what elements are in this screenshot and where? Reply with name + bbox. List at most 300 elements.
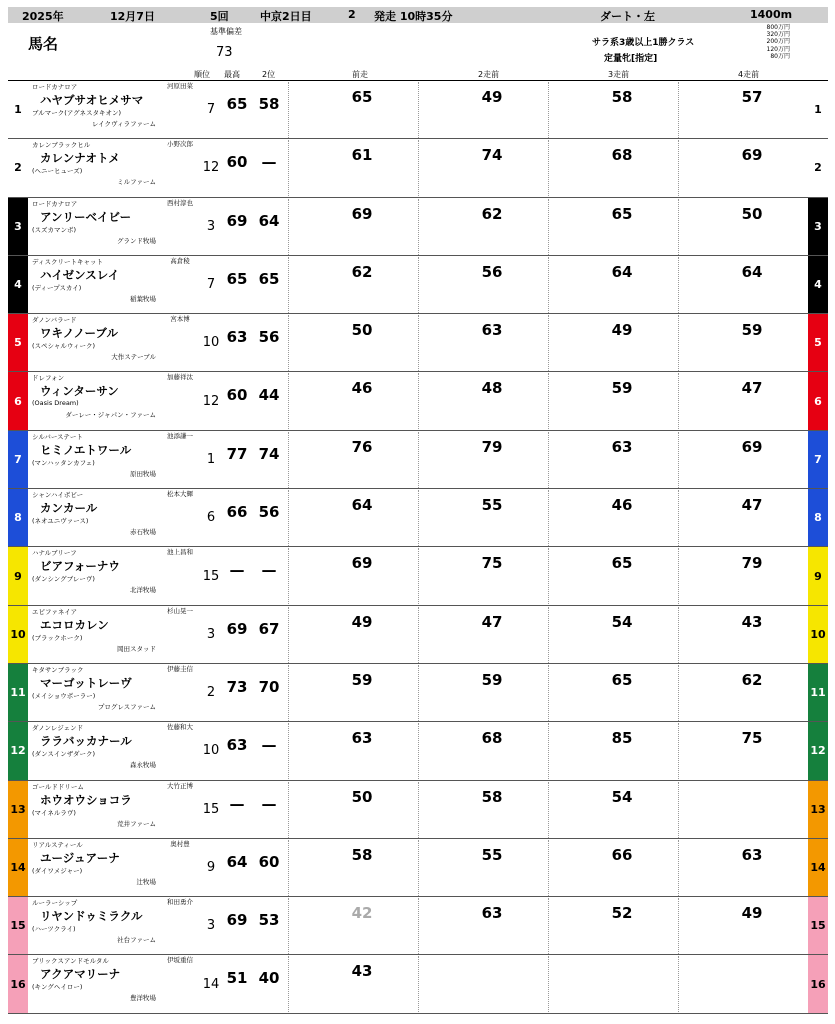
race-score: 85: [611, 729, 633, 748]
sire-name: ロードカナロア: [32, 83, 78, 91]
post-number-right: 13: [808, 781, 828, 838]
second-score: 40: [258, 969, 280, 988]
rank-value: 7: [206, 277, 216, 293]
best-score: 63: [226, 736, 248, 755]
race-score: 58: [481, 787, 503, 806]
horse-name: ホウオウショコラ: [40, 792, 132, 807]
horse-name: ハイゼンスレイ: [40, 267, 120, 282]
race-result-1: [288, 548, 417, 604]
race-place: 中京2日目: [260, 10, 312, 23]
post-number-left: 10: [8, 606, 28, 663]
jockey-name: 奥村豊: [170, 839, 190, 848]
post-number-left: 5: [8, 314, 28, 371]
owner-name: ダーレー・ジャパン・ファーム: [65, 411, 156, 420]
second-score: 64: [258, 211, 280, 230]
horse-info: [30, 431, 158, 488]
post-number-right: 11: [808, 664, 828, 721]
horse-info: [30, 198, 158, 255]
race-header: [8, 7, 828, 23]
dam-name: (キングヘイロー): [32, 983, 83, 992]
race-score: 50: [351, 787, 373, 806]
best-score: 51: [226, 969, 248, 988]
race-score: 50: [741, 204, 763, 223]
race-score: 63: [481, 321, 503, 340]
race-result-1: [288, 607, 417, 663]
post-number-left: 4: [8, 256, 28, 313]
race-result-1: [288, 840, 417, 896]
race-score: 69: [351, 204, 373, 223]
race-score: 55: [481, 845, 503, 864]
race-result-2: [418, 665, 547, 721]
race-score: 68: [611, 146, 633, 165]
horse-row: [8, 314, 828, 372]
horse-row: [8, 664, 828, 722]
race-start: 発走 10時35分: [374, 10, 453, 23]
race-score: 59: [351, 670, 373, 689]
race-score: 49: [351, 612, 373, 631]
race-result-3: [548, 490, 677, 546]
best-score: 64: [226, 852, 248, 871]
rank-value: 15: [202, 801, 220, 817]
race-score: 66: [611, 845, 633, 864]
race-score: 49: [481, 88, 503, 106]
race-result-3: [548, 373, 677, 429]
rank-value: 9: [206, 860, 216, 875]
race-result-4: [678, 898, 807, 954]
race-result-4: [678, 782, 807, 838]
race-score: 69: [741, 146, 763, 165]
race-score: 62: [351, 262, 373, 281]
race-result-1: [288, 898, 417, 954]
prev4-label: 4走前: [738, 70, 760, 79]
horse-info: [30, 489, 158, 546]
horse-name: ハヤブサオヒメサマ: [40, 93, 144, 107]
owner-name: 社台ファーム: [117, 936, 156, 945]
race-score: 50: [351, 321, 373, 340]
prize-1: 800万円: [766, 24, 790, 31]
post-number-left: 3: [8, 198, 28, 255]
second-score: 58: [258, 95, 280, 113]
horse-name: エコロカレン: [40, 617, 109, 632]
best-score: 65: [226, 269, 248, 288]
owner-name: 荒井ファーム: [117, 819, 156, 828]
column-header: [8, 23, 828, 81]
horse-name: カレンナオトメ: [40, 151, 120, 166]
base-value: 73: [216, 45, 233, 60]
sire-name: キタサンブラック: [32, 665, 84, 674]
race-result-4: [678, 607, 807, 663]
jockey-name: 伊藤圭信: [167, 664, 193, 673]
race-score: 65: [611, 204, 633, 223]
race-score: 74: [481, 146, 503, 165]
dam-name: (ブラックホーク): [32, 633, 83, 642]
sire-name: ブリックスアンドモルタル: [32, 957, 109, 966]
race-score: 58: [351, 845, 373, 864]
sire-name: ダノンバラード: [32, 316, 77, 325]
race-result-3: [548, 665, 677, 721]
post-number-right: 16: [808, 955, 828, 1012]
horse-row: [8, 372, 828, 430]
race-result-2: [418, 373, 547, 429]
race-result-4: [678, 432, 807, 488]
race-number: 2: [348, 8, 356, 21]
second-score: 56: [258, 328, 280, 347]
dam-name: ブルマーク(アグネスタキオン): [32, 109, 122, 117]
race-date: 12月7日: [110, 10, 155, 23]
dam-name: (ヘニーヒューズ): [32, 167, 83, 176]
horse-info: [30, 81, 158, 138]
race-result-2: [418, 432, 547, 488]
post-number-right: 8: [808, 489, 828, 546]
race-score: 59: [481, 670, 503, 689]
horse-info: [30, 606, 158, 663]
jockey-name: 杉山晃一: [167, 606, 193, 615]
race-result-1: [288, 82, 417, 138]
horse-row: [8, 139, 828, 197]
race-condition: 定量牝[指定]: [604, 54, 658, 64]
horse-row: [8, 256, 828, 314]
prize-3: 200万円: [766, 38, 790, 46]
rank-value: 15: [202, 568, 220, 584]
sire-name: エピファネイア: [32, 607, 78, 616]
race-result-1: [288, 257, 417, 313]
horse-info: [30, 314, 158, 371]
race-result-1: [288, 490, 417, 546]
second-score: 65: [258, 269, 280, 288]
rank-value: 2: [206, 685, 216, 701]
horse-info: [30, 139, 158, 196]
second-score: 70: [258, 677, 280, 696]
race-result-1: [288, 315, 417, 371]
owner-name: ミルファーム: [117, 178, 156, 187]
race-score: 65: [611, 554, 633, 573]
horse-name: ララバッカナール: [40, 734, 132, 749]
post-number-right: 3: [808, 198, 828, 255]
jockey-name: 佐藤和大: [167, 723, 193, 732]
jockey-name: 西村淳也: [167, 198, 193, 207]
rank-value: 3: [206, 918, 216, 934]
best-score: 65: [226, 95, 248, 113]
post-number-left: 6: [8, 372, 28, 429]
race-score: 49: [611, 321, 633, 340]
sire-name: シャンハイボビー: [32, 491, 84, 500]
dam-name: (ダンシングブレーヴ): [32, 575, 95, 584]
race-score: 54: [611, 612, 633, 631]
jockey-name: 宮本博: [170, 315, 190, 324]
rank-value: 3: [206, 626, 216, 642]
race-score: 43: [351, 962, 373, 981]
second-score: —: [261, 736, 277, 755]
horse-row: [8, 897, 828, 955]
dam-name: (ネオユニヴァース): [32, 517, 89, 526]
base-label: 基準偏差: [210, 27, 242, 36]
race-score: 47: [741, 379, 763, 398]
best-score: 69: [226, 911, 248, 930]
horse-info: [30, 722, 158, 779]
race-score: 46: [351, 379, 373, 398]
best-score: —: [229, 561, 245, 580]
race-score: 75: [741, 729, 763, 748]
post-number-left: 11: [8, 664, 28, 721]
horse-name: ワキノノーブル: [40, 326, 118, 341]
horse-row: [8, 81, 828, 139]
race-score: 47: [741, 496, 763, 515]
second-score: 53: [258, 911, 280, 930]
rank-value: 12: [202, 160, 220, 176]
post-number-right: 7: [808, 431, 828, 488]
sire-name: ゴールドドリーム: [32, 782, 84, 791]
second-score: 67: [258, 619, 280, 638]
second-label: 2位: [262, 70, 276, 79]
jockey-name: 小野次郎: [167, 140, 193, 149]
race-score: 42: [351, 904, 373, 923]
race-track: ダート・左: [600, 10, 655, 23]
race-result-4: [678, 82, 807, 138]
race-result-4: [678, 199, 807, 255]
second-score: 44: [258, 386, 280, 405]
best-score: 63: [226, 328, 248, 347]
race-distance: 1400m: [750, 8, 793, 21]
race-result-2: [418, 956, 547, 1012]
horse-name: ウィンターサン: [40, 384, 119, 399]
race-score: 46: [611, 496, 633, 515]
horse-name: マーゴットレーヴ: [40, 675, 132, 690]
prize-list: [750, 24, 790, 60]
race-kai: 5回: [210, 10, 229, 23]
race-result-2: [418, 315, 547, 371]
race-result-3: [548, 898, 677, 954]
best-score: 60: [226, 153, 248, 172]
owner-name: 北洋牧場: [130, 586, 156, 595]
race-result-4: [678, 665, 807, 721]
race-result-3: [548, 315, 677, 371]
post-number-right: 12: [808, 722, 828, 779]
prev3-label: 3走前: [608, 70, 630, 79]
horse-info: [30, 897, 158, 954]
race-score: 59: [741, 321, 763, 340]
prev2-label: 2走前: [478, 70, 500, 79]
jockey-name: 高倉稜: [170, 256, 190, 265]
dam-name: (スペシャルウィーク): [32, 342, 96, 351]
second-score: —: [261, 794, 277, 813]
race-result-3: [548, 257, 677, 313]
post-number-right: 15: [808, 897, 828, 954]
race-score: 54: [611, 787, 633, 806]
race-score: 55: [481, 496, 503, 515]
best-score: 73: [226, 677, 248, 696]
owner-name: グランド牧場: [117, 236, 156, 245]
rank-value: 6: [206, 510, 216, 526]
race-score: 63: [351, 729, 373, 748]
race-class: サラ系3歳以上1勝クラス: [592, 38, 695, 48]
race-score: 63: [481, 904, 503, 923]
rank-value: 12: [202, 393, 220, 409]
race-result-1: [288, 782, 417, 838]
race-result-2: [418, 199, 547, 255]
sire-name: ダノンレジェンド: [32, 724, 84, 733]
sire-name: シルバーステート: [32, 432, 83, 441]
race-score: 64: [611, 262, 633, 281]
post-number-right: 1: [808, 81, 828, 138]
dam-name: (ダンスインザダーク): [32, 750, 95, 759]
race-result-4: [678, 723, 807, 779]
dam-name: (ディープスカイ): [32, 283, 82, 292]
post-number-left: 15: [8, 897, 28, 954]
horse-name: ユージュアーナ: [40, 850, 120, 865]
race-result-3: [548, 840, 677, 896]
race-result-4: [678, 257, 807, 313]
jockey-name: 河原田菜: [167, 82, 193, 90]
race-result-4: [678, 840, 807, 896]
race-score: 64: [741, 262, 763, 281]
sire-name: ドレフォン: [32, 374, 65, 383]
race-score: 62: [481, 204, 503, 223]
second-score: 56: [258, 503, 280, 522]
horse-info: [30, 839, 158, 896]
race-result-4: [678, 140, 807, 196]
post-number-right: 10: [808, 606, 828, 663]
best-label: 最高: [224, 70, 240, 79]
race-score: 69: [351, 554, 373, 573]
post-number-right: 2: [808, 139, 828, 196]
rank-value: 10: [202, 335, 220, 351]
prize-5: 80万円: [770, 52, 790, 60]
post-number-right: 5: [808, 314, 828, 371]
race-score: 58: [611, 88, 633, 106]
sire-name: ディスクリートキャット: [32, 257, 103, 266]
race-score: 79: [481, 437, 503, 456]
race-score: 59: [611, 379, 633, 398]
race-result-4: [678, 490, 807, 546]
owner-name: 大作ステーブル: [111, 353, 156, 362]
post-number-left: 12: [8, 722, 28, 779]
dam-name: (マイネルラヴ): [32, 808, 76, 817]
race-score: 49: [741, 904, 763, 923]
horse-row: [8, 955, 828, 1013]
race-result-2: [418, 82, 547, 138]
horse-info: [30, 664, 158, 721]
dam-name: (スズカマンボ): [32, 225, 77, 234]
post-number-right: 9: [808, 547, 828, 604]
jockey-name: 和田勇介: [167, 898, 193, 907]
owner-name: 原田牧場: [130, 469, 156, 478]
second-score: 60: [258, 852, 280, 871]
post-number-left: 8: [8, 489, 28, 546]
jockey-name: 加藤祥汰: [167, 373, 193, 382]
race-result-2: [418, 840, 547, 896]
dam-name: (Oasis Dream): [32, 399, 79, 408]
race-score: 63: [741, 845, 763, 864]
owner-name: 稲葉牧場: [130, 294, 156, 303]
race-result-2: [418, 490, 547, 546]
race-result-2: [418, 607, 547, 663]
jockey-name: 池添謙一: [167, 431, 193, 440]
owner-name: 豊洋牧場: [130, 994, 156, 1003]
post-number-left: 13: [8, 781, 28, 838]
horse-row: [8, 198, 828, 256]
second-score: 74: [258, 444, 280, 463]
jockey-name: 松本大輝: [167, 490, 193, 499]
horse-row: [8, 547, 828, 605]
owner-name: プログレスファーム: [97, 702, 156, 711]
race-score: 65: [351, 88, 373, 106]
best-score: —: [229, 794, 245, 813]
race-score: 65: [611, 670, 633, 689]
race-result-2: [418, 782, 547, 838]
horse-table: [8, 81, 828, 1014]
race-result-1: [288, 723, 417, 779]
race-result-3: [548, 782, 677, 838]
rank-value: 14: [202, 976, 220, 992]
dam-name: (ハーツクライ): [32, 925, 76, 934]
race-score: 47: [481, 612, 503, 631]
horse-row: [8, 606, 828, 664]
horse-info: [30, 372, 158, 429]
horse-name: カンカール: [40, 501, 98, 516]
prize-4: 120万円: [766, 45, 790, 53]
rank-value: 3: [206, 218, 216, 234]
horse-row: [8, 839, 828, 897]
owner-name: レイクヴィラファーム: [91, 120, 156, 128]
race-score: 76: [351, 437, 373, 456]
race-result-3: [548, 82, 677, 138]
post-number-right: 14: [808, 839, 828, 896]
race-result-2: [418, 898, 547, 954]
race-result-4: [678, 373, 807, 429]
race-score: 61: [351, 146, 373, 165]
horse-row: [8, 722, 828, 780]
dam-name: (メイショウボーラー): [32, 691, 96, 700]
horse-name: アクアマリーナ: [40, 967, 121, 982]
dam-name: (ダイワメジャー): [32, 866, 83, 875]
race-score: 56: [481, 262, 503, 281]
best-score: 77: [226, 444, 248, 463]
race-result-1: [288, 956, 417, 1012]
race-score: 57: [741, 88, 763, 106]
race-score: 75: [481, 554, 503, 573]
race-score: 79: [741, 554, 763, 573]
race-result-1: [288, 665, 417, 721]
race-result-3: [548, 199, 677, 255]
horse-name: ビアフォーナウ: [40, 559, 120, 574]
best-score: 66: [226, 503, 248, 522]
horse-info: [30, 955, 158, 1012]
jockey-name: 伊坂重信: [167, 956, 193, 965]
race-result-1: [288, 199, 417, 255]
horse-name: ヒミノエトワール: [40, 442, 132, 457]
best-score: 60: [226, 386, 248, 405]
race-result-3: [548, 607, 677, 663]
second-score: —: [261, 561, 277, 580]
post-number-left: 16: [8, 955, 28, 1012]
post-number-right: 4: [808, 256, 828, 313]
post-number-left: 14: [8, 839, 28, 896]
race-year: 2025年: [22, 10, 64, 23]
prev1-label: 前走: [352, 70, 368, 79]
owner-name: 辻牧場: [136, 877, 156, 886]
horse-name: アンリーベイビー: [40, 209, 132, 224]
jockey-name: 大竹正博: [167, 781, 193, 790]
horse-info: [30, 547, 158, 604]
rank-value: 1: [206, 451, 216, 467]
race-result-3: [548, 548, 677, 604]
post-number-right: 6: [808, 372, 828, 429]
rank-value: 10: [202, 743, 220, 759]
race-result-3: [548, 140, 677, 196]
race-score: 48: [481, 379, 503, 398]
dam-name: (マンハッタンカフェ): [32, 458, 95, 467]
race-result-3: [548, 956, 677, 1012]
